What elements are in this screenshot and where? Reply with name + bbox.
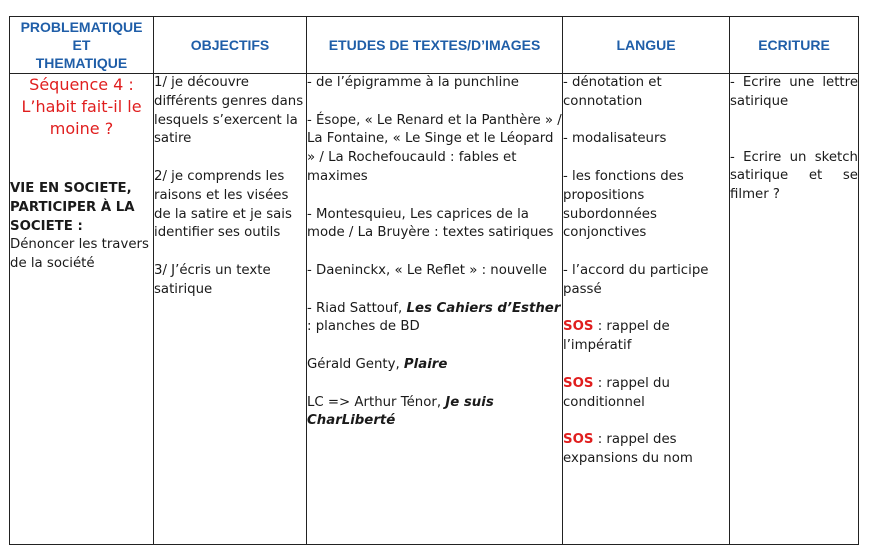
sos-text: : rappel des expansions du nom xyxy=(563,432,693,466)
header-ecriture: ECRITURE xyxy=(730,17,859,74)
header-problematique-line2: ET xyxy=(72,37,91,53)
etude-item: - Ésope, « Le Renard et la Panthère » / La Fontaine, « Le Singe et le Léopard » / La Rochefoucauld : fables et maximes xyxy=(307,112,562,184)
etude-author: - Riad Sattouf, xyxy=(307,300,407,316)
header-langue: LANGUE xyxy=(563,17,730,74)
header-problematique xyxy=(10,17,154,74)
langue-item: - les fonctions des propositions subordonnées conjonctives xyxy=(563,168,684,241)
header-problematique-line3: THEMATIQUE xyxy=(35,55,128,71)
ecriture-item: - Ecrire un sketch satirique et se filmer ? xyxy=(730,149,858,203)
etude-work-title: Plaire xyxy=(403,356,448,372)
sos-label: SOS xyxy=(563,375,594,391)
etude-work-title: Les Cahiers d’Esther xyxy=(406,300,561,316)
langue-cell xyxy=(563,74,730,545)
sos-text: : rappel de l’impératif xyxy=(563,319,670,354)
theme-description: Dénoncer les travers de la société xyxy=(10,237,149,272)
langue-item: - l’accord du participe passé xyxy=(563,262,709,297)
objectifs-cell xyxy=(154,74,307,545)
etude-item: - de l’épigramme à la punchline xyxy=(307,75,519,90)
sos-item xyxy=(563,375,729,413)
theme-title: VIE EN SOCIETE, PARTICIPER À LA SOCIETE : xyxy=(10,181,135,234)
ecriture-item: - Ecrire une lettre satirique xyxy=(730,75,858,109)
header-problematique-line1: PROBLEMATIQUE xyxy=(20,19,143,35)
header-row xyxy=(10,17,859,74)
etude-item xyxy=(307,356,562,375)
objectif-item: 3/ J’écris un texte satirique xyxy=(154,262,271,297)
header-etudes: ETUDES DE TEXTES/D’IMAGES xyxy=(307,17,563,74)
sequence-title: Séquence 4 : L’habit fait-il le moine ? xyxy=(21,75,142,138)
etude-genre: : planches de BD xyxy=(307,319,420,335)
objectif-item: 2/ je comprends les raisons et les visées de la satire et je sais identifier ses outils xyxy=(154,168,292,241)
sos-label: SOS xyxy=(563,432,594,448)
etude-author: Gérald Genty, xyxy=(307,356,404,372)
etudes-cell xyxy=(307,74,563,545)
etude-item: - Daeninckx, « Le Reflet » : nouvelle xyxy=(307,262,547,278)
content-row xyxy=(10,74,859,545)
header-objectifs: OBJECTIFS xyxy=(154,17,307,74)
etude-author: LC => Arthur Ténor, xyxy=(307,394,446,410)
objectif-item: 1/ je découvre différents genres dans lesquels s’exercent la satire xyxy=(154,75,304,147)
problematique-cell xyxy=(10,74,154,545)
sequence-table xyxy=(9,16,859,545)
etude-item xyxy=(307,300,562,338)
langue-item: - modalisateurs xyxy=(563,131,667,147)
etude-item: - Montesquieu, Les caprices de la mode / La Bruyère : textes satiriques xyxy=(307,206,554,241)
sos-item xyxy=(563,431,729,469)
langue-item: - dénotation et connotation xyxy=(563,75,662,109)
etude-work-title: Je suis CharLiberté xyxy=(307,394,494,429)
etude-item xyxy=(307,394,562,432)
sos-text: : rappel du conditionnel xyxy=(563,375,670,410)
sos-label: SOS xyxy=(563,319,594,335)
ecriture-cell xyxy=(730,74,859,545)
sos-item xyxy=(563,318,729,356)
